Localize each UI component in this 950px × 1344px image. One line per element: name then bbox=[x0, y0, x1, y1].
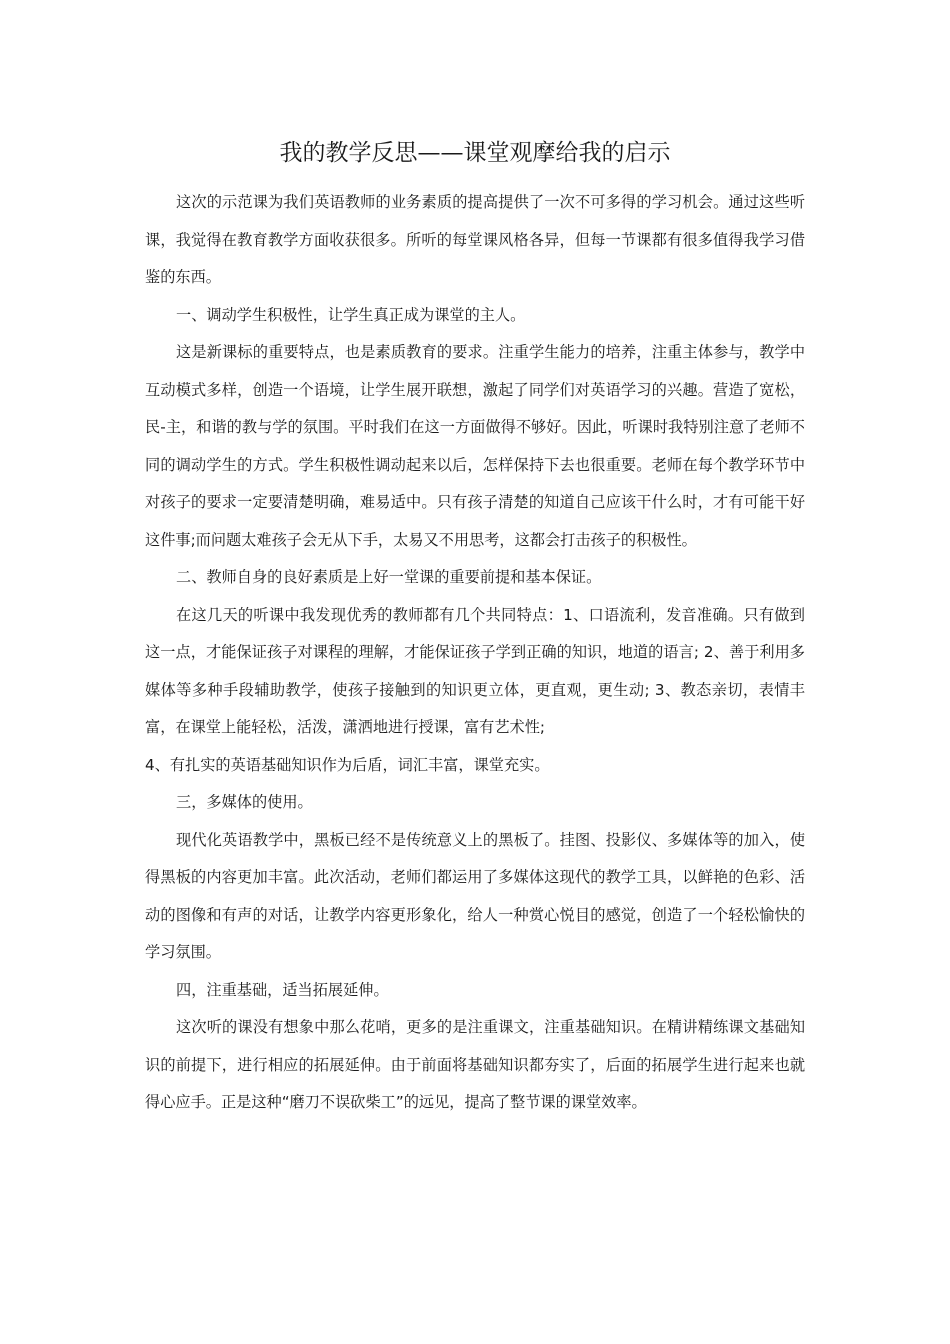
paragraph-point-4: 这次听的课没有想象中那么花哨，更多的是注重课文，注重基础知识。在精讲精练课文基础知识的前提下，进行相应的拓展延伸。由于前面将基础知识都夯实了，后面的拓展学生进行起来也就得心应手。正是这种“磨刀不误砍柴工”的远见，提高了整节课的课堂效率。 bbox=[145, 1018, 805, 1111]
heading-point-1: 一、调动学生积极性，让学生真正成为课堂的主人。 bbox=[176, 305, 526, 324]
document-body bbox=[145, 184, 805, 1122]
paragraph-point-2: 在这几天的听课中我发现优秀的教师都有几个共同特点：1、口语流利，发音准确。只有做到这一点，才能保证孩子对课程的理解，才能保证孩子学到正确的知识，地道的语言; 2、善于利用多媒体等多种手段辅助教学，使孩子接触到的知识更立体，更直观，更生动; 3、教态亲切，表情丰富，在课堂上能轻松，活泼，潇洒地进行授课，富有艺术性; bbox=[145, 605, 805, 736]
paragraph-point-2-item-4: 4、有扎实的英语基础知识作为后盾，词汇丰富，课堂充实。 bbox=[145, 755, 550, 774]
heading-point-4: 四，注重基础，适当拓展延伸。 bbox=[176, 980, 389, 999]
document-title: 我的教学反思——课堂观摩给我的启示 bbox=[279, 140, 671, 166]
paragraph-point-1: 这是新课标的重要特点，也是素质教育的要求。注重学生能力的培养，注重主体参与，教学中互动模式多样，创造一个语境，让学生展开联想，激起了同学们对英语学习的兴趣。营造了宽松，民-主，和谐的教与学的氛围。平时我们在这一方面做得不够好。因此，听课时我特别注意了老师不同的调动学生的方式。学生积极性调动起来以后，怎样保持下去也很重要。老师在每个教学环节中对孩子的要求一定要清楚明确，难易适中。只有孩子清楚的知道自己应该干什么时，才有可能干好这件事;而问题太难孩子会无从下手，太易又不用思考，这都会打击孩子的积极性。 bbox=[145, 343, 805, 549]
paragraph-intro: 这次的示范课为我们英语教师的业务素质的提高提供了一次不可多得的学习机会。通过这些听课，我觉得在教育教学方面收获很多。所听的每堂课风格各异，但每一节课都有很多值得我学习借鉴的东西。 bbox=[145, 193, 805, 286]
paragraph-point-3: 现代化英语教学中，黑板已经不是传统意义上的黑板了。挂图、投影仪、多媒体等的加入，使得黑板的内容更加丰富。此次活动，老师们都运用了多媒体这现代的教学工具，以鲜艳的色彩、活动的图像和有声的对话，让教学内容更形象化，给人一种赏心悦目的感觉，创造了一个轻松愉快的学习氛围。 bbox=[145, 830, 805, 961]
heading-point-2: 二、教师自身的良好素质是上好一堂课的重要前提和基本保证。 bbox=[176, 568, 602, 586]
heading-point-3: 三，多媒体的使用。 bbox=[176, 793, 313, 811]
